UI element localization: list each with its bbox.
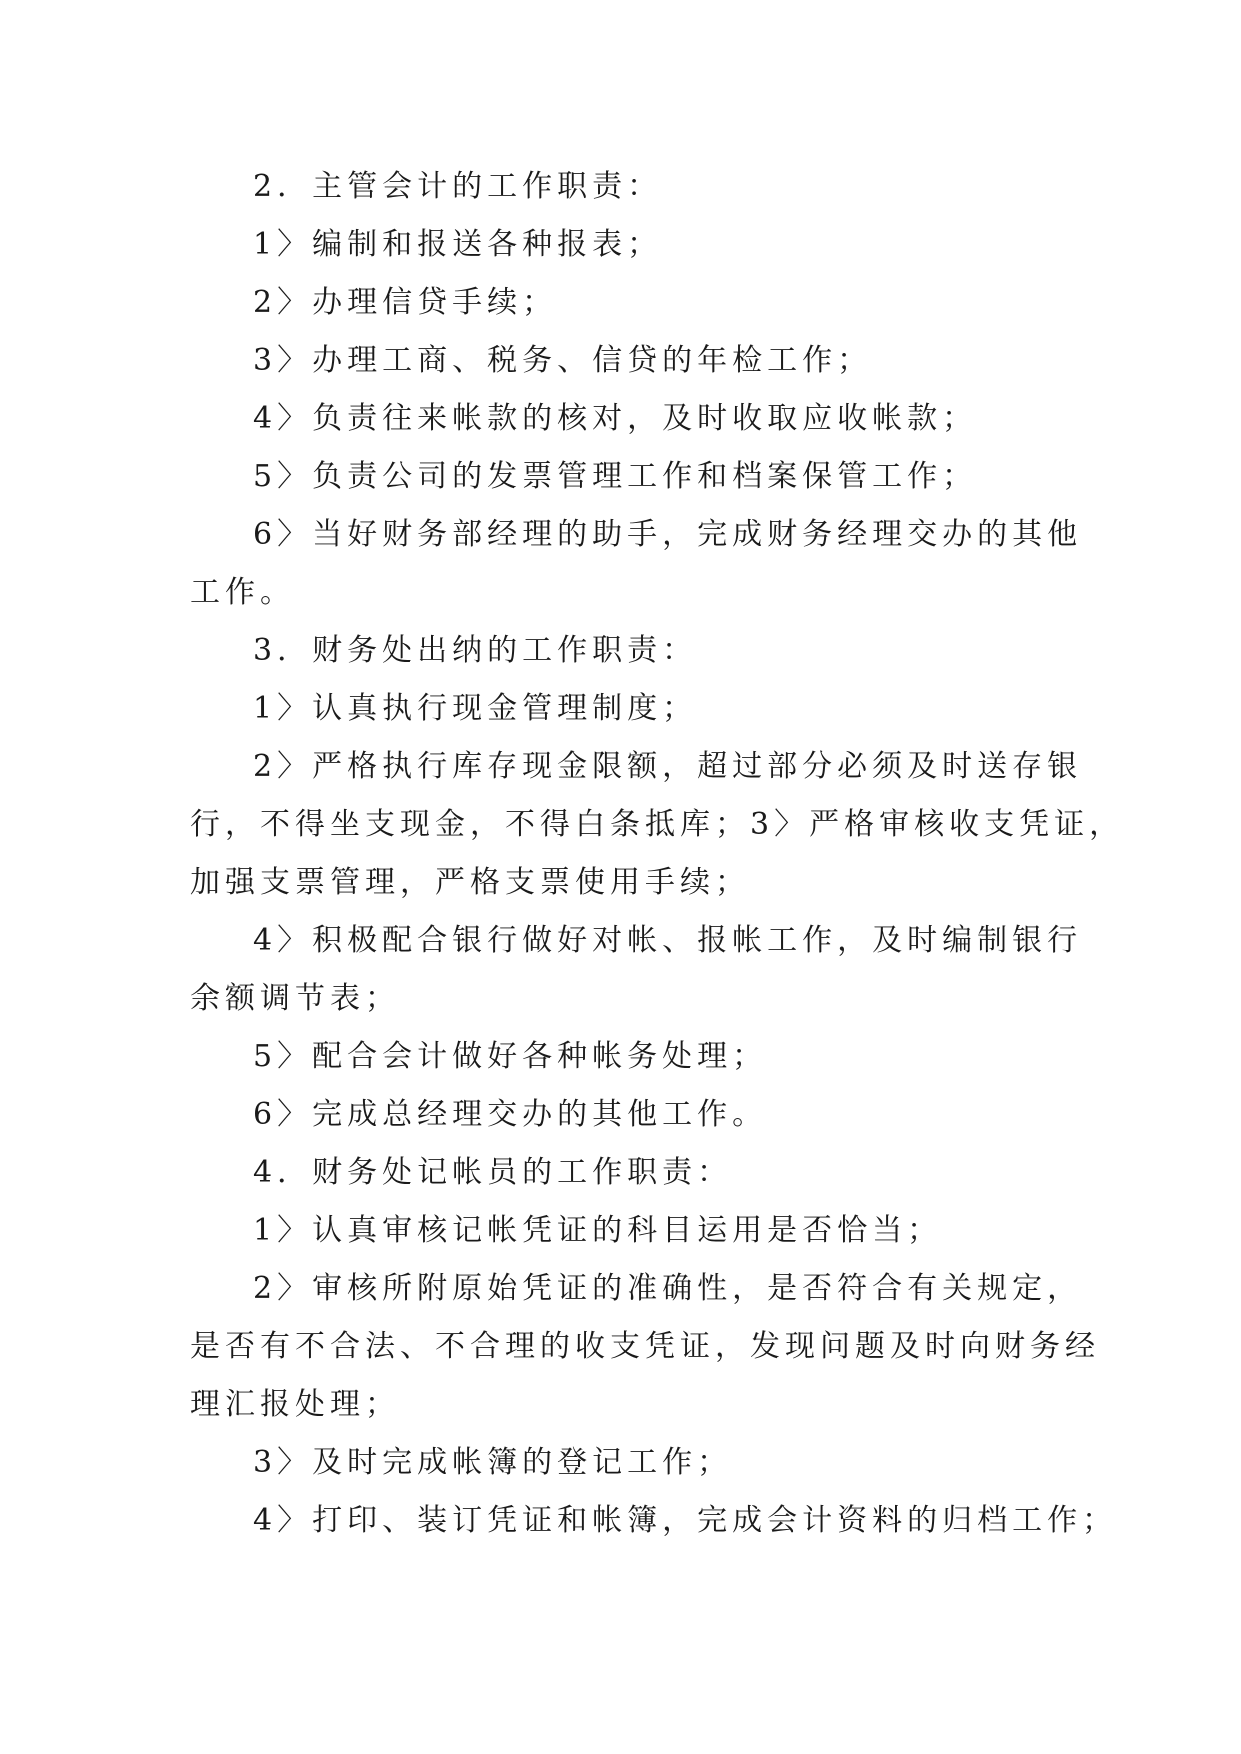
list-item: 4〉负责往来帐款的核对，及时收取应收帐款； bbox=[253, 401, 978, 436]
list-item: 5〉负责公司的发票管理工作和档案保管工作； bbox=[253, 459, 978, 494]
list-item: 2〉审核所附原始凭证的准确性，是否符合有关规定， bbox=[253, 1271, 1083, 1306]
list-item: 1〉认真审核记帐凭证的科目运用是否恰当； bbox=[253, 1213, 943, 1248]
list-item: 6〉完成总经理交办的其他工作。 bbox=[253, 1097, 768, 1132]
section-heading-chief-accountant: 2．主管会计的工作职责： bbox=[253, 169, 663, 204]
section-heading-cashier: 3．财务处出纳的工作职责： bbox=[253, 633, 698, 668]
list-item: 3〉及时完成帐簿的登记工作； bbox=[253, 1445, 733, 1480]
list-item: 1〉认真执行现金管理制度； bbox=[253, 691, 698, 726]
list-item-continuation: 加强支票管理，严格支票使用手续； bbox=[190, 865, 750, 900]
list-item: 6〉当好财务部经理的助手，完成财务经理交办的其他 bbox=[253, 517, 1083, 552]
list-item: 3〉办理工商、税务、信贷的年检工作； bbox=[253, 343, 873, 378]
section-heading-bookkeeper: 4．财务处记帐员的工作职责： bbox=[253, 1155, 733, 1190]
list-item-continuation: 行，不得坐支现金，不得白条抵库；3〉严格审核收支凭证， bbox=[190, 807, 1125, 842]
list-item: 4〉积极配合银行做好对帐、报帐工作，及时编制银行 bbox=[253, 923, 1083, 958]
list-item: 5〉配合会计做好各种帐务处理； bbox=[253, 1039, 768, 1074]
list-item: 4〉打印、装订凭证和帐簿，完成会计资料的归档工作； bbox=[253, 1503, 1118, 1538]
list-item: 2〉办理信贷手续； bbox=[253, 285, 558, 320]
list-item-continuation: 余额调节表； bbox=[190, 981, 400, 1016]
list-item: 2〉严格执行库存现金限额，超过部分必须及时送存银 bbox=[253, 749, 1083, 784]
list-item-continuation: 工作。 bbox=[190, 575, 295, 610]
list-item-continuation: 是否有不合法、不合理的收支凭证，发现问题及时向财务经 bbox=[190, 1329, 1100, 1364]
list-item: 1〉编制和报送各种报表； bbox=[253, 227, 663, 262]
document-body bbox=[190, 158, 1125, 1550]
list-item-continuation: 理汇报处理； bbox=[190, 1387, 400, 1422]
